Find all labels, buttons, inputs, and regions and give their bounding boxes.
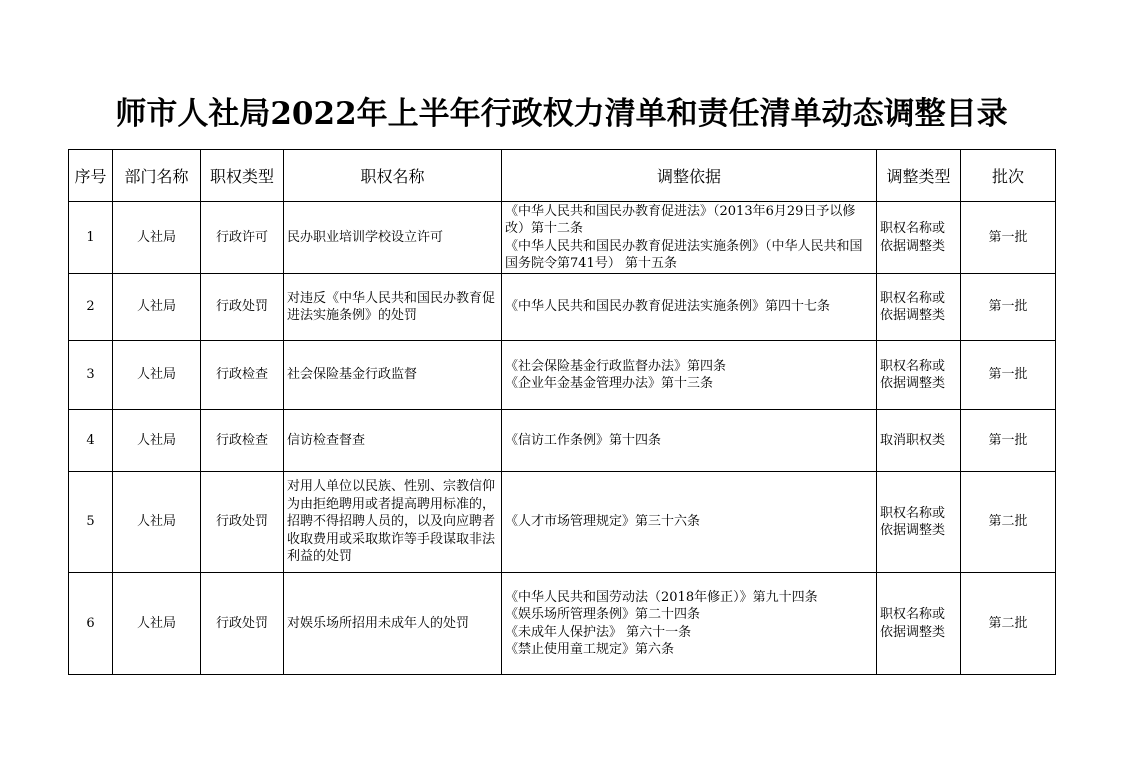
table-row — [69, 202, 1056, 274]
cell-dept: 人社局 — [113, 274, 201, 341]
cell-basis — [502, 341, 877, 410]
cell-type: 行政检查 — [201, 410, 284, 472]
cell-dept: 人社局 — [113, 341, 201, 410]
table-row — [69, 573, 1056, 675]
cell-adjust-type: 职权名称或依据调整类 — [877, 341, 961, 410]
header-name: 职权名称 — [284, 150, 502, 202]
header-dept: 部门名称 — [113, 150, 201, 202]
table-row — [69, 410, 1056, 472]
cell-adjust-type: 职权名称或依据调整类 — [877, 573, 961, 675]
cell-batch: 第一批 — [961, 341, 1056, 410]
cell-adjust-type: 职权名称或依据调整类 — [877, 274, 961, 341]
cell-batch: 第二批 — [961, 472, 1056, 573]
cell-basis — [502, 410, 877, 472]
cell-no: 4 — [69, 410, 113, 472]
cell-batch: 第一批 — [961, 202, 1056, 274]
basis-line: 《中华人民共和国劳动法（2018年修正）》第九十四条 — [505, 589, 818, 605]
cell-basis — [502, 472, 877, 573]
basis-line: 《信访工作条例》第十四条 — [505, 432, 662, 448]
cell-dept: 人社局 — [113, 472, 201, 573]
cell-batch: 第二批 — [961, 573, 1056, 675]
cell-type: 行政处罚 — [201, 573, 284, 675]
cell-no: 3 — [69, 341, 113, 410]
basis-line: 《禁止使用童工规定》第六条 — [505, 642, 675, 657]
basis-line: 《人才市场管理规定》第三十六条 — [505, 514, 701, 530]
cell-type: 行政处罚 — [201, 472, 284, 573]
basis-line: 《未成年人保护法》 第六十一条 — [505, 624, 692, 640]
basis-line: 《社会保险基金行政监督办法》第四条 — [505, 358, 727, 374]
cell-batch: 第一批 — [961, 410, 1056, 472]
cell-adjust-type: 职权名称或依据调整类 — [877, 472, 961, 573]
page-title: 师市人社局2022年上半年行政权力清单和责任清单动态调整目录 — [115, 96, 1008, 132]
cell-name: 民办职业培训学校设立许可 — [284, 202, 502, 274]
cell-type: 行政许可 — [201, 202, 284, 274]
basis-line: 《中华人民共和国民办教育促进法实施条例》（中华人民共和国国务院令第741号） 第十五条 — [505, 238, 863, 271]
table-row — [69, 341, 1056, 410]
cell-dept: 人社局 — [113, 202, 201, 274]
header-basis: 调整依据 — [502, 150, 877, 202]
cell-name: 对娱乐场所招用未成年人的处罚 — [284, 573, 502, 675]
cell-name: 社会保险基金行政监督 — [284, 341, 502, 410]
cell-no: 1 — [69, 202, 113, 274]
cell-basis — [502, 274, 877, 341]
cell-dept: 人社局 — [113, 410, 201, 472]
cell-name: 对违反《中华人民共和国民办教育促进法实施条例》的处罚 — [284, 274, 502, 341]
cell-batch: 第一批 — [961, 274, 1056, 341]
cell-name: 对用人单位以民族、性别、宗教信仰为由拒绝聘用或者提高聘用标准的，招聘不得招聘人员的，以及向应聘者收取费用或采取欺诈等手段谋取非法利益的处罚 — [284, 472, 502, 573]
cell-type: 行政处罚 — [201, 274, 284, 341]
cell-basis — [502, 202, 877, 274]
cell-basis — [502, 573, 877, 675]
basis-line: 《中华人民共和国民办教育促进法》（2013年6月29日予以修改）第十二条 — [505, 203, 856, 236]
cell-no: 2 — [69, 274, 113, 341]
adjustment-table — [68, 149, 1056, 675]
cell-type: 行政检查 — [201, 341, 284, 410]
header-type: 职权类型 — [201, 150, 284, 202]
table-header-row — [69, 150, 1056, 202]
basis-line: 《企业年金基金管理办法》第十三条 — [505, 376, 714, 391]
basis-line: 《娱乐场所管理条例》第二十四条 — [505, 607, 701, 622]
basis-line: 《中华人民共和国民办教育促进法实施条例》第四十七条 — [505, 299, 831, 315]
cell-no: 5 — [69, 472, 113, 573]
cell-no: 6 — [69, 573, 113, 675]
table-row — [69, 472, 1056, 573]
table-row — [69, 274, 1056, 341]
cell-name: 信访检查督查 — [284, 410, 502, 472]
cell-dept: 人社局 — [113, 573, 201, 675]
header-no: 序号 — [69, 150, 113, 202]
header-adjust-type: 调整类型 — [877, 150, 961, 202]
header-batch: 批次 — [961, 150, 1056, 202]
cell-adjust-type: 职权名称或依据调整类 — [877, 202, 961, 274]
cell-adjust-type: 取消职权类 — [877, 410, 961, 472]
